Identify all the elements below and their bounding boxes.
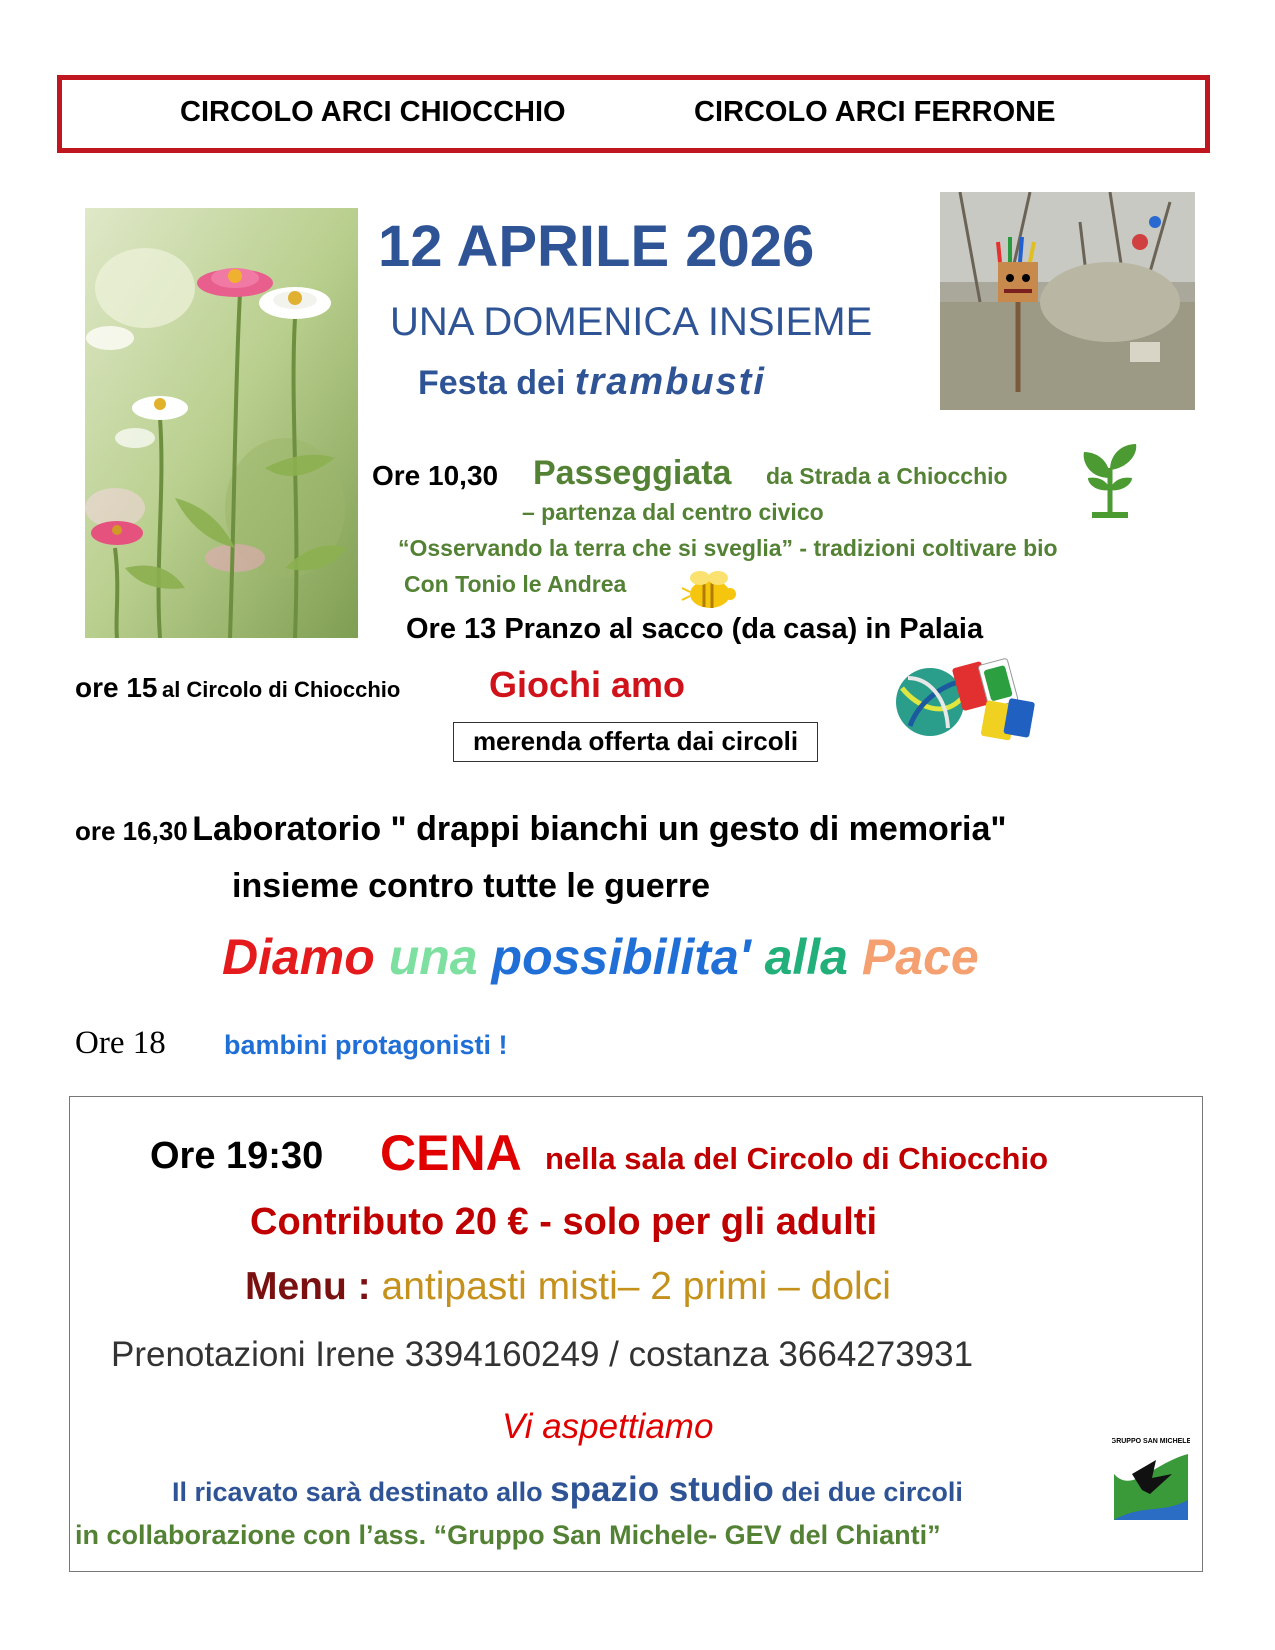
proceeds-a: Il ricavato sarà destinato allo [172, 1477, 543, 1507]
dinner-contribution: Contributo 20 € - solo per gli adulti [250, 1201, 878, 1243]
games-line [75, 672, 400, 704]
menu-label: Menu : [245, 1265, 371, 1308]
dinner-menu [245, 1265, 891, 1309]
proceeds-c: dei due circoli [781, 1477, 963, 1507]
booking-line: Prenotazioni Irene 3394160249 / costanza 3664273931 [111, 1335, 974, 1374]
dinner-cena: CENA [380, 1125, 522, 1181]
lab-line2: insieme contro tutte le guerre [232, 867, 710, 905]
header-box [57, 75, 1210, 153]
logo-top: GRUPPO SAN MICHELE [1112, 1438, 1190, 1445]
peace-word-4: alla [764, 929, 848, 985]
games-name: Giochi amo [489, 664, 686, 705]
flowers-photo [85, 208, 358, 638]
kids-time: Ore 18 [75, 1025, 166, 1061]
games-time: ore 15 [75, 672, 158, 703]
games-place: al Circolo di Chiocchio [161, 677, 401, 702]
gev-logo [1112, 1434, 1190, 1540]
walk-theme: “Osservando la terra che si sveglia” - tradizioni coltivare bio [398, 535, 1058, 561]
festa-title [418, 361, 766, 404]
walk-route: da Strada a Chiocchio [766, 463, 1008, 489]
header-left: CIRCOLO ARCI CHIOCCHIO [180, 96, 566, 128]
proceeds-line [172, 1470, 963, 1510]
lab-time: ore 16,30 [75, 816, 188, 846]
proceeds-b: spazio studio [550, 1470, 774, 1509]
peace-word-1: Diamo [222, 929, 375, 985]
walk-name: Passeggiata [533, 454, 732, 492]
menu-items: antipasti misti– 2 primi – dolci [381, 1265, 891, 1308]
walk-guides: Con Tonio le Andrea [404, 571, 627, 597]
lab-title: Laboratorio " drappi bianchi un gesto di memoria" [192, 810, 1007, 848]
peace-word-3: possibilita' [491, 929, 751, 985]
sprout-icon [1078, 438, 1142, 525]
collab-line: in collaborazione con l’ass. “Gruppo San Michele- GEV del Chianti” [75, 1520, 941, 1550]
lab-line [75, 810, 1007, 849]
festa-name: trambusti [574, 361, 766, 403]
lunch-line: Ore 13 Pranzo al sacco (da casa) in Palaia [406, 613, 984, 645]
dinner-time: Ore 19:30 [150, 1135, 324, 1177]
peace-word-2: una [388, 929, 478, 985]
kids-mark: ! [498, 1030, 508, 1060]
festival-photo [940, 192, 1195, 410]
kids-label: bambini protagonisti [224, 1030, 491, 1060]
event-date: 12 APRILE 2026 [378, 214, 815, 279]
dinner-where: nella sala del Circolo di Chiocchio [545, 1141, 1049, 1176]
games-photo [888, 648, 1036, 744]
peace-slogan [222, 928, 979, 986]
walk-start: – partenza dal centro civico [522, 499, 824, 525]
event-subtitle: UNA DOMENICA INSIEME [390, 300, 873, 344]
header-right: CIRCOLO ARCI FERRONE [694, 96, 1056, 128]
snack-box: merenda offerta dai circoli [453, 722, 818, 762]
peace-word-5: Pace [861, 929, 979, 985]
walk-time: Ore 10,30 [372, 460, 499, 491]
welcome-text: Vi aspettiamo [502, 1407, 714, 1446]
kids-text [224, 1030, 508, 1061]
festa-prefix: Festa dei [418, 364, 566, 402]
